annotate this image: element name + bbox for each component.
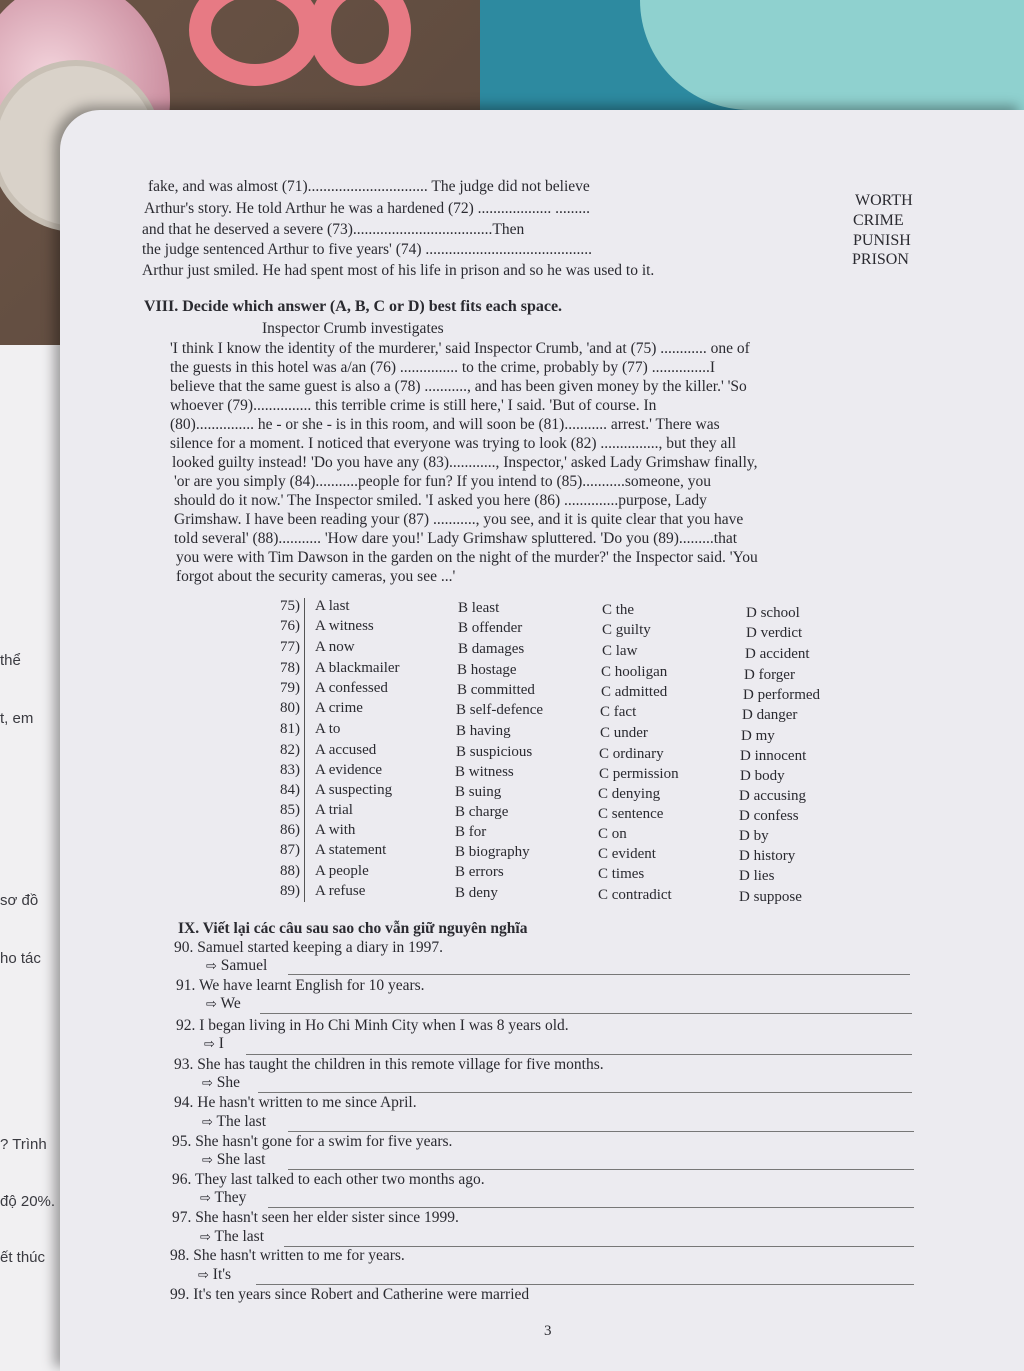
option-number: 76) [280,618,300,634]
arrow-icon: ⇨ [200,1230,211,1245]
option-a: A now [315,639,355,655]
option-d: D history [739,848,796,864]
option-c: C under [600,725,648,741]
prompt-start: She last [216,1151,266,1168]
exercise-question: 95. She hasn't gone for a swim for five years. [172,1133,453,1150]
story-line: told several' (88)........... 'How dare you!' Lady Grimshaw spluttered. 'Do you (89).........that [174,530,738,547]
exercise-prompt [202,1113,266,1132]
story-line: believe that the same guest is also a (78) ..........., and has been given money by the killer.' 'So [170,378,747,395]
option-d: D suppose [739,889,802,905]
option-a: A to [315,721,341,737]
exercise-question: 96. They last talked to each other two months ago. [172,1171,485,1188]
side-text: ết thúc [0,1249,46,1266]
option-c: C contradict [598,887,672,903]
option-d: D school [746,605,800,621]
option-a: A blackmailer [315,660,400,676]
answer-line[interactable] [288,1169,914,1170]
exercise-prompt [202,1074,240,1093]
prompt-start: Samuel [220,957,268,974]
option-number: 85) [280,802,300,818]
option-d: D body [740,768,785,784]
answer-line[interactable] [268,1207,914,1208]
prompt-start: They [214,1189,247,1206]
table-divider [304,598,305,902]
passage-line: the judge sentenced Arthur to five years' (74) ........................................... [142,241,593,258]
option-d: D danger [742,707,798,723]
story-line: whoever (79)............... this terrible crime is still here,' I said. 'But of course. In [170,397,657,414]
option-b: B suspicious [456,744,533,760]
option-d: D performed [743,687,821,703]
exercise-question: 93. She has taught the children in this remote village for five months. [174,1056,604,1073]
section-heading: IX. Viết lại các câu sau sao cho vẫn giữ nguyên nghĩa [178,920,528,937]
option-c: C guilty [602,622,651,638]
option-a: A confessed [315,680,388,696]
exercise-prompt [202,1151,265,1170]
prompt-start: I [218,1035,224,1052]
option-a: A last [315,598,350,614]
option-b: B committed [457,682,535,698]
story-line: Grimshaw. I have been reading your (87) ..........., you see, and it is quite clear that you have [174,511,744,528]
prompt-start: The last [216,1113,267,1130]
exercise-prompt [204,1035,224,1054]
option-b: B least [458,600,500,616]
story-line: 'I think I know the identity of the murderer,' said Inspector Crumb, 'and at (75) ............ one of [170,340,750,357]
option-number: 89) [280,883,300,899]
answer-line[interactable] [260,1013,912,1014]
exercise-prompt [200,1189,246,1208]
option-d: D my [741,728,775,744]
side-text: sơ đồ [0,892,39,909]
side-text: ? Trình [0,1136,47,1153]
story-line: looked guilty instead! 'Do you have any (83)............, Inspector,' asked Lady Grimshaw finally, [172,454,758,471]
prompt-start: It's [212,1266,232,1283]
option-a: A accused [315,742,377,758]
option-number: 86) [280,822,300,838]
option-a: A witness [315,618,374,634]
option-b: B self-defence [456,702,544,718]
option-b: B deny [455,885,498,901]
option-b: B charge [455,804,509,820]
arrow-icon: ⇨ [206,959,217,974]
option-c: C hooligan [601,664,668,680]
arrow-icon: ⇨ [200,1191,211,1206]
exercise-question: 90. Samuel started keeping a diary in 1997. [174,939,444,956]
option-number: 78) [280,660,300,676]
answer-line[interactable] [258,1092,912,1093]
arrow-icon: ⇨ [198,1268,209,1283]
worksheet-page [60,110,1024,1371]
story-line: (80)............... he - or she - is in this room, and will soon be (81)........... arrest.' There was [170,416,720,433]
answer-line[interactable] [288,1131,914,1132]
option-d: D by [739,828,769,844]
option-c: C the [602,602,635,618]
option-number: 80) [280,700,300,716]
option-number: 82) [280,742,300,758]
arrow-icon: ⇨ [202,1076,213,1091]
option-d: D innocent [740,748,807,764]
word-bank-item: PRISON [852,251,909,268]
page-number: 3 [544,1323,552,1339]
exercise-prompt [206,957,267,976]
option-c: C ordinary [599,746,664,762]
option-number: 87) [280,842,300,858]
option-b: B having [456,723,511,739]
answer-line[interactable] [246,1054,912,1055]
passage-line: fake, and was almost (71)............................... The judge did not believe [148,178,590,195]
option-d: D accusing [739,788,807,804]
option-c: C permission [599,766,679,782]
word-bank-item: WORTH [855,192,913,209]
story-line: silence for a moment. I noticed that everyone was trying to look (82) ..............., but they all [170,435,737,452]
option-b: B for [455,824,487,840]
side-text: t, em [0,710,34,727]
option-c: C admitted [601,684,668,700]
scissors-image [185,0,415,100]
option-a: A people [315,863,369,879]
option-a: A refuse [315,883,366,899]
option-a: A with [315,822,356,838]
option-d: D forger [744,667,795,683]
option-d: D accident [745,646,810,662]
option-number: 88) [280,863,300,879]
option-b: B suing [455,784,502,800]
passage-line: and that he deserved a severe (73)....................................Then [142,221,525,238]
arrow-icon: ⇨ [206,997,217,1012]
option-c: C on [598,826,627,842]
option-d: D lies [739,868,775,884]
story-line: should do it now.' The Inspector smiled. 'I asked you here (86) ..............purpose, Lady [174,492,707,509]
answer-line[interactable] [288,974,910,975]
mint-box [640,0,1024,110]
prompt-start: The last [214,1228,265,1245]
section-heading: VIII. Decide which answer (A, B, C or D) best fits each space. [144,298,563,315]
arrow-icon: ⇨ [204,1037,215,1052]
exercise-question: 92. I began living in Ho Chi Minh City when I was 8 years old. [176,1017,569,1034]
option-a: A statement [315,842,387,858]
story-line: the guests in this hotel was a/an (76) ............... to the crime, probably by (77) ...............I [170,359,715,376]
exercise-question: 97. She hasn't seen her elder sister since 1999. [172,1209,459,1226]
arrow-icon: ⇨ [202,1153,213,1168]
option-number: 75) [280,598,300,614]
story-line: 'or are you simply (84)...........people for fun? If you intend to (85)...........someone, you [174,473,711,490]
story-line: you were with Tim Dawson in the garden on the night of the murder?' the Inspector said. 'You [176,549,758,566]
option-number: 79) [280,680,300,696]
word-bank-item: PUNISH [853,232,911,249]
exercise-question: 91. We have learnt English for 10 years. [176,977,425,994]
exercise-prompt [200,1228,264,1247]
side-text: ho tác [0,950,41,967]
exercise-prompt [198,1266,231,1285]
option-b: B offender [458,620,523,636]
option-a: A suspecting [315,782,393,798]
option-number: 77) [280,639,300,655]
option-number: 81) [280,721,300,737]
option-c: C denying [598,786,661,802]
prompt-start: We [220,995,241,1012]
option-c: C evident [598,846,656,862]
story-title: Inspector Crumb investigates [262,320,444,337]
option-a: A crime [315,700,363,716]
option-b: B biography [455,844,530,860]
exercise-question: 98. She hasn't written to me for years. [170,1247,405,1264]
option-c: C sentence [598,806,664,822]
option-c: C times [598,866,645,882]
option-b: B witness [455,764,514,780]
prompt-start: She [216,1074,241,1091]
arrow-icon: ⇨ [202,1115,213,1130]
option-d: D verdict [746,625,803,641]
exercise-question: 99. It's ten years since Robert and Catherine were married [170,1286,530,1303]
side-text: thể [0,652,21,669]
passage-line: Arthur just smiled. He had spent most of his life in prison and so he was used to it. [142,262,655,279]
passage-line: Arthur's story. He told Arthur he was a hardened (72) ................... ......... [144,200,591,217]
option-d: D confess [739,808,799,824]
story-line: forgot about the security cameras, you see ...' [176,568,456,585]
option-a: A trial [315,802,353,818]
word-bank-item: CRIME [853,212,904,229]
option-b: B errors [455,864,504,880]
option-b: B hostage [457,662,517,678]
option-c: C fact [600,704,637,720]
option-number: 84) [280,782,300,798]
option-a: A evidence [315,762,383,778]
option-b: B damages [458,641,525,657]
option-c: C law [602,643,638,659]
option-number: 83) [280,762,300,778]
answer-line[interactable] [256,1284,914,1285]
exercise-prompt [206,995,241,1014]
exercise-question: 94. He hasn't written to me since April. [174,1094,417,1111]
side-text: độ 20%. [0,1193,56,1210]
